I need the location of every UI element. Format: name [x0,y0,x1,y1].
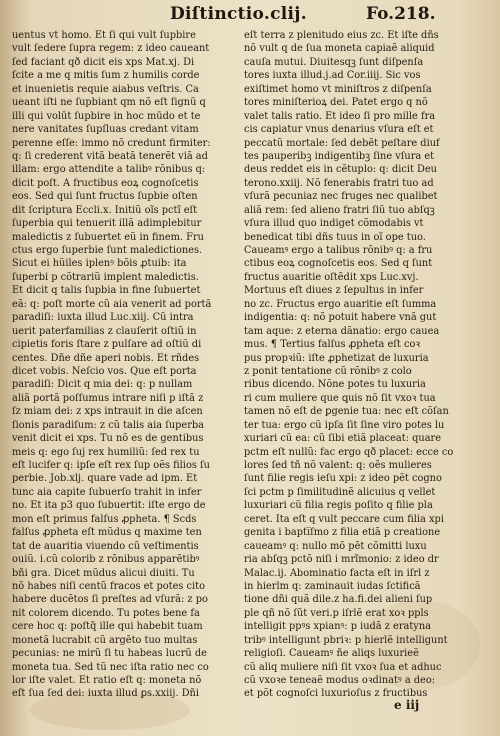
text-line: paradiſi: iuxta illud Luc.xiij. Cũ intra [12,312,194,324]
text-line: ſz miam dei: z xps intrauit in die aſcen [12,406,203,418]
text-line: q: ſi crederent vitã beatã tenerẽt viã ad [12,150,208,162]
text-line: ſci pctm p ſimilitudinẽ alicuius q vellet [244,486,436,498]
text-line: tores miniſterioꝝ dei. Patet ergo q nõ [244,97,428,109]
text-line: dit ſcriptura Eccli.x. Initiũ oĩs pctĩ eſt [12,204,198,216]
text-line: intelligit ppꝰs xpianꝰ: p iudã z eratyna [244,621,431,633]
distinction-title: Diſtinctio.clij. [170,4,307,24]
text-line: tes pauperibꝫ indigentibꝫ ſine vſura et [244,150,435,162]
text-line: Sicut ei hũiles iplenꝰ bõis ꝓtuib: ita [12,258,187,270]
text-line: mus. ¶ Tertius falſus ꝓpheta eſt coꝛ [244,339,421,351]
text-line: dicet vobis. Neſcio vos. Que eſt porta [12,365,197,377]
text-line: ouiũ. i.cũ colorib z rõnibus apparẽtibꝰ [12,554,200,566]
text-line: centes. Dñe dñe aperi nobis. Et rñdes [12,352,200,364]
text-line: religioſi. Caueamꝰ ñe aliqs luxurieẽ [244,648,419,660]
text-line: luxuriari cũ filia regis poſito q filie pla [244,500,433,512]
text-line: eã: q: poſt morte cũ aia venerit ad portã [12,298,212,310]
text-line: illam: ergo attendite a talibꝰ rõnibus q: [12,164,206,176]
text-line: z ponit tentatione cũ rõnibꝰ z colo [244,365,412,377]
text-line: peccatũ mortale: ſed debẽt peſtare diuf [244,137,440,149]
text-line: eſt ſua ſed dei: iuxta illud ꝑs.xxiij. Dñi [12,688,199,700]
text-line: et põt cognoſci luxurioſus z fructibus [244,688,428,700]
text-line: et inuenietis requie aiabus veſtris. Ca [12,83,199,95]
text-line: tribꝰ intelligunt pbriꝛ: p hierlẽ intelligunt [244,634,448,646]
text-line: vult ſedere ſupra regem: z ideo caueant [12,43,210,55]
text-line: ſuperbia qui tenuerit illã adimplebitur [12,218,202,230]
text-line: exiſtimet homo vt miniſtros z diſpenſa [244,83,432,95]
text-line: terono.xxiij. Nõ fenerabis fratri tuo ad [244,177,434,189]
text-line: tam aque: z eterna dãnatio: ergo cauea [244,325,440,337]
text-line: caueamꝰ q: nullo mõ pẽt cõmitti luxu [244,540,427,552]
text-line: mon eſt primus falſus ꝓpheta. ¶ Scds [12,513,197,525]
folio-number: Fo.218. [366,4,436,24]
text-line: vſurã pecuniaz nec fruges nec qualibet [244,191,438,203]
text-line: ſed faciant qð dicit eis xps Mat.xj. Di [12,56,195,68]
text-line: xuriari cũ ea: cũ ſibi etiã placeat: quare [244,433,442,445]
text-line: cere hoc q: poſtq̃ ille qui habebit tuam [12,621,203,633]
text-line: monetã lucrabit cũ argẽto tuo multas [12,634,198,646]
text-line: ſunt filie regis ieſu xpi: z ideo pẽt cogno [244,473,442,485]
text-line: paradiſi: Dicit q mia dei: q: p nullam [12,379,193,391]
text-line: aliã rem: ſed alieno fratri ſiũ tuo abſqꝫ [244,204,435,216]
text-line: eos. Sed qui ſunt fructus ſupbie oſten [12,191,198,203]
text-line: tamen nõ eſt de ꝑgenie tua: nec eſt cõſan [244,406,449,418]
text-line: cũ vxoꝛe teneaẽ modus oꝛdinatꝰ a deo: [244,675,436,686]
text-line: lores ſed tñ nõ valent: q: oẽs mulieres [244,460,432,471]
text-line: habere ducẽtos ſi preſtes ad vſurã: z po [12,594,208,606]
text-line: aliã portã poſſumus intrare niſi p iſtã z [12,392,204,404]
text-line: pus propꝛiũ: iſte ꝓphetizat de luxuria [244,352,429,364]
text-line: pctm eſt nullũ: fac ergo qð placet: ecce co [244,446,454,458]
text-line: genita i bapti̅ſmo z filia etiã p creatione [244,527,441,539]
text-line: tunc aia capite ſubuerſo trahit in infer [12,486,202,498]
text-line: cipietis foris ſtare z pulſare ad oſtiũ di [12,339,202,351]
signature-mark: e iij [394,698,420,712]
text-line: Malac.ij. Abominatio facta eſt in iſrl z [244,567,430,579]
text-line: uerit paterfamilias z clauſerit oſtiũ in [12,325,197,337]
text-line: nit colorem dicendo. Tu potes bene fa [12,607,200,619]
left-text-column [12,29,230,701]
text-line: ribus dicendo. Nõne potes tu luxuria [244,379,426,391]
text-line: nõ habes niſi centũ fracos et potes cito [12,580,205,592]
text-line: in hierlm q: zaminauit iudas ſctificã [244,580,421,592]
text-line: vſura illud quo indiget cõmodabis vt [244,218,424,230]
text-line: ſuperbi p cõtrariũ implent maledictis. [12,271,199,283]
text-line: valet talis ratio. Et ideo ſi pro mille fra [244,110,436,122]
text-line: ſcite a me q mitis ſum z humilis corde [12,70,200,82]
text-line: Mortuus eſt diues z ſepultus in infer [244,285,424,297]
text-line: lor iſte valet. Et ratio eſt q: moneta nõ [12,675,202,686]
text-line: eſt lucifer q: ipſe eſt rex ſup oẽs filios ſu [12,460,210,471]
text-line: cũ aliq muliere niſi ſit vxoꝛ ſua et adhuc [244,661,442,673]
text-line: fructus auaritie oſtẽdit xps Luc.xvj. [244,271,419,283]
right-text-column [244,29,462,701]
text-line: no. Et ita p3 quo ſubuertit: iſte ergo de [12,500,206,512]
text-line: Caueamꝰ ergo a talibus rõnibꝰ q: a fru [244,245,433,256]
running-head [0,4,500,28]
text-line: ria abſqꝫ pctõ niſi i mrĩmonio: z ideo dr [244,554,439,566]
text-line: no zc. Fructus ergo auaritie eſt ſumma [244,298,437,310]
text-line: moneta tua. Sed tũ nec iſta ratio nec co [12,661,209,673]
text-line: nõ vult q de ſua moneta capiaẽ aliquid [244,43,435,55]
text-line: cis capiatur vnus denarius vſura eſt et [244,124,434,136]
text-line: ri cum muliere que ꝗuis nõ ſit vxoꝛ tua [244,392,436,404]
text-line: pecunias: ne mirũ ſi tu habeas lucrũ de [12,648,207,660]
text-line: illi qui volūt ſupbire in hoc mūdo et te [12,110,201,122]
text-line: Et dicit q talis ſupbia in fine ſubuertet [12,285,201,297]
text-line: cauſa mutui. Diuitesqꝫ ſunt diſpenſa [244,56,424,68]
text-line: tione dñi quã dile.z ha.fi.dei alieni ſup [244,594,433,606]
text-line: ple qñ nõ ſũt veri.p iſrlẽ erat xoꝛ ppls [244,607,429,619]
text-line: dicit poſt. A fructibus eoꝝ cognoſcetis [12,177,199,189]
text-line: perenne eſſe: immo nõ credunt firmiter: [12,137,211,149]
text-line: maledictis z ſubuertet eũ in finem. Fru [12,231,204,243]
text-line: ceret. Ita eſt q vult peccare cum filia xpi [244,513,444,525]
text-line: falſus ꝓpheta eſt mũdus q maxime ten [12,527,202,539]
text-line: uentus vt homo. Et ſi qui vult ſupbire [12,30,196,41]
text-line: tores iuxta illud.j.ad Cor.iiij. Sic vos [244,70,421,82]
text-line: deus reddet eis in cẽtuplo: q: dicit Deu [244,164,437,176]
text-line: nere vanitates ſupſluas credant vitam [12,124,199,136]
text-line: ſionis paradiſum: z cũ talis aia ſuperba [12,419,205,431]
text-line: ctus ergo ſuperbie ſunt maledictiones. [12,245,203,256]
text-line: meis q: ego ſuj rex humiliũ: ſed rex tu [12,446,200,458]
text-line: eſt terra z plenitudo eius zc. Et iſte dñs [244,30,439,41]
text-line: bñi gra. Dicet mũdus alicui diuiti. Tu [12,567,195,579]
text-line: ueant iſti ne ſupbiant qm nõ eſt ſignũ q [12,97,206,109]
text-line: indigentia: q: nõ potuit habere vnã gut [244,312,437,324]
text-line: tat de auaritia viuendo cũ veſtimentis [12,540,199,552]
text-line: perbie. Job.xlj. quare vade ad ipm. Et [12,473,198,485]
text-line: benedicat tibi dñs tuus in oĩ ope tuo. [244,231,426,243]
text-line: ter tua: ergo cũ ipſa ſit ſine viro potes lu [244,419,445,431]
text-line: ctibus eoꝝ cognoſcetis eos. Sed q ſunt [244,258,433,270]
text-line: venit dicit ei xps. Tu nõ es de gentibus [12,433,204,445]
